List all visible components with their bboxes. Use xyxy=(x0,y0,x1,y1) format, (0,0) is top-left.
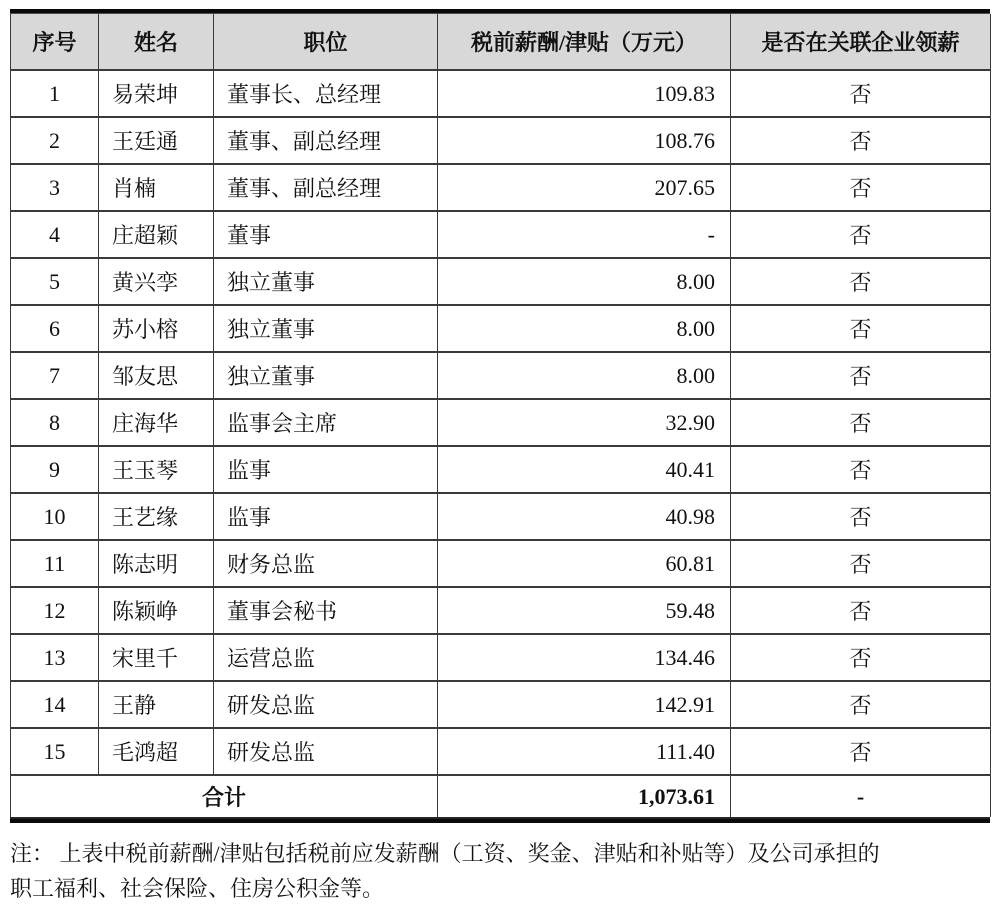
related-company-answer: 否 xyxy=(731,211,991,258)
person-position: 运营总监 xyxy=(214,634,438,681)
row-index: 8 xyxy=(11,399,99,446)
salary-value: - xyxy=(438,211,731,258)
related-company-answer: 否 xyxy=(731,258,991,305)
person-name: 王艺缘 xyxy=(99,493,214,540)
footnote-line-1: 注： 上表中税前薪酬/津贴包括税前应发薪酬（工资、奖金、津贴和补贴等）及公司承担的 xyxy=(10,841,880,866)
related-company-answer: 否 xyxy=(731,446,991,493)
row-index: 4 xyxy=(11,211,99,258)
person-name: 王廷通 xyxy=(99,117,214,164)
row-index: 2 xyxy=(11,117,99,164)
table-row xyxy=(11,211,991,258)
person-position: 独立董事 xyxy=(214,305,438,352)
column-header-name: 姓名 xyxy=(99,14,214,70)
compensation-table xyxy=(10,14,991,817)
person-name: 易荣坤 xyxy=(99,70,214,117)
person-name: 毛鸿超 xyxy=(99,728,214,775)
related-company-answer: 否 xyxy=(731,493,991,540)
total-row xyxy=(11,775,991,817)
related-company-answer: 否 xyxy=(731,305,991,352)
column-header-related: 是否在关联企业领薪 xyxy=(731,14,991,70)
column-header-salary: 税前薪酬/津贴（万元） xyxy=(438,14,731,70)
person-name: 庄海华 xyxy=(99,399,214,446)
person-name: 王玉琴 xyxy=(99,446,214,493)
table-row xyxy=(11,587,991,634)
salary-value: 8.00 xyxy=(438,305,731,352)
column-header-position: 职位 xyxy=(214,14,438,70)
salary-value: 8.00 xyxy=(438,352,731,399)
footnote-line-2: 职工福利、社会保险、住房公积金等。 xyxy=(10,876,385,901)
person-position: 董事、副总经理 xyxy=(214,164,438,211)
salary-value: 32.90 xyxy=(438,399,731,446)
related-company-answer: 否 xyxy=(731,681,991,728)
related-company-answer: 否 xyxy=(731,587,991,634)
salary-value: 8.00 xyxy=(438,258,731,305)
row-index: 1 xyxy=(11,70,99,117)
person-position: 研发总监 xyxy=(214,681,438,728)
table-row xyxy=(11,681,991,728)
salary-value: 40.41 xyxy=(438,446,731,493)
related-company-answer: 否 xyxy=(731,352,991,399)
row-index: 13 xyxy=(11,634,99,681)
salary-value: 207.65 xyxy=(438,164,731,211)
table-row xyxy=(11,540,991,587)
person-name: 苏小榕 xyxy=(99,305,214,352)
salary-value: 109.83 xyxy=(438,70,731,117)
table-row xyxy=(11,117,991,164)
person-name: 庄超颖 xyxy=(99,211,214,258)
table-bottom-rule xyxy=(10,817,990,823)
person-name: 王静 xyxy=(99,681,214,728)
person-position: 研发总监 xyxy=(214,728,438,775)
table-header-row xyxy=(11,14,991,70)
table-row xyxy=(11,493,991,540)
person-position: 监事会主席 xyxy=(214,399,438,446)
table-row xyxy=(11,70,991,117)
person-name: 邹友思 xyxy=(99,352,214,399)
person-name: 肖楠 xyxy=(99,164,214,211)
person-position: 监事 xyxy=(214,446,438,493)
row-index: 12 xyxy=(11,587,99,634)
salary-value: 60.81 xyxy=(438,540,731,587)
related-company-answer: 否 xyxy=(731,540,991,587)
person-name: 陈颖峥 xyxy=(99,587,214,634)
total-label: 合计 xyxy=(11,775,438,817)
table-row xyxy=(11,305,991,352)
person-position: 董事会秘书 xyxy=(214,587,438,634)
row-index: 9 xyxy=(11,446,99,493)
related-company-answer: 否 xyxy=(731,399,991,446)
table-row xyxy=(11,164,991,211)
related-company-answer: 否 xyxy=(731,164,991,211)
salary-value: 59.48 xyxy=(438,587,731,634)
column-header-index: 序号 xyxy=(11,14,99,70)
person-name: 黄兴孪 xyxy=(99,258,214,305)
person-position: 董事 xyxy=(214,211,438,258)
person-position: 董事、副总经理 xyxy=(214,117,438,164)
salary-value: 134.46 xyxy=(438,634,731,681)
person-position: 监事 xyxy=(214,493,438,540)
person-position: 董事长、总经理 xyxy=(214,70,438,117)
person-position: 独立董事 xyxy=(214,352,438,399)
salary-value: 108.76 xyxy=(438,117,731,164)
person-name: 宋里千 xyxy=(99,634,214,681)
total-related-value: - xyxy=(731,775,991,817)
salary-value: 142.91 xyxy=(438,681,731,728)
related-company-answer: 否 xyxy=(731,70,991,117)
footnote xyxy=(10,836,990,906)
row-index: 6 xyxy=(11,305,99,352)
table-row xyxy=(11,728,991,775)
row-index: 3 xyxy=(11,164,99,211)
document-page xyxy=(10,0,990,906)
row-index: 5 xyxy=(11,258,99,305)
row-index: 15 xyxy=(11,728,99,775)
table-row xyxy=(11,399,991,446)
table-row xyxy=(11,352,991,399)
row-index: 10 xyxy=(11,493,99,540)
row-index: 7 xyxy=(11,352,99,399)
table-row xyxy=(11,446,991,493)
row-index: 14 xyxy=(11,681,99,728)
table-row xyxy=(11,258,991,305)
person-position: 财务总监 xyxy=(214,540,438,587)
salary-value: 40.98 xyxy=(438,493,731,540)
row-index: 11 xyxy=(11,540,99,587)
person-name: 陈志明 xyxy=(99,540,214,587)
salary-value: 111.40 xyxy=(438,728,731,775)
related-company-answer: 否 xyxy=(731,634,991,681)
related-company-answer: 否 xyxy=(731,728,991,775)
related-company-answer: 否 xyxy=(731,117,991,164)
total-salary-value: 1,073.61 xyxy=(438,775,731,817)
table-row xyxy=(11,634,991,681)
person-position: 独立董事 xyxy=(214,258,438,305)
